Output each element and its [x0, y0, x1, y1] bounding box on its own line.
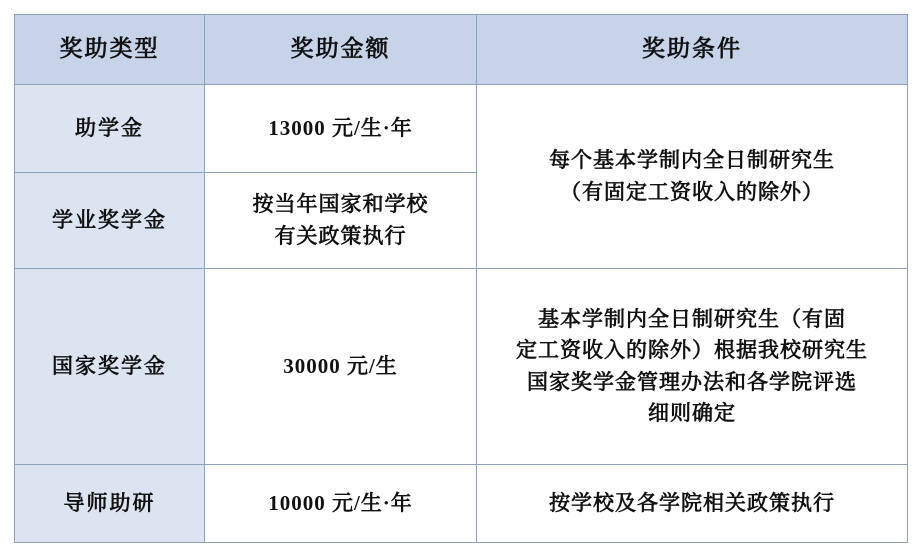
column-header-condition: 奖助条件: [477, 15, 908, 85]
condition-line: 定工资收入的除外）根据我校研究生: [516, 338, 868, 362]
cell-type-advisor-research: 导师助研: [15, 465, 205, 543]
cell-amount-academic-scholarship: [205, 173, 477, 269]
amount-line: 按当年国家和学校: [252, 192, 429, 216]
table-row: [15, 269, 908, 465]
column-header-amount: 奖助金额: [205, 15, 477, 85]
cell-condition-advisor-research: 按学校及各学院相关政策执行: [477, 465, 908, 543]
cell-amount-national-scholarship: 30000 元/生: [205, 269, 477, 465]
cell-type-national-scholarship: 国家奖学金: [15, 269, 205, 465]
cell-type-academic-scholarship: 学业奖学金: [15, 173, 205, 269]
condition-line: 每个基本学制内全日制研究生: [549, 148, 835, 172]
condition-line: 基本学制内全日制研究生（有固: [538, 306, 846, 331]
condition-line: （有固定工资收入的除外）: [560, 179, 824, 204]
cell-condition-stipend-academic: [477, 85, 908, 269]
cell-amount-stipend: 13000 元/生·年: [205, 85, 477, 173]
condition-line: 国家奖学金管理办法和各学院评选: [527, 369, 857, 394]
column-header-type: 奖助类型: [15, 15, 205, 85]
cell-amount-advisor-research: 10000 元/生·年: [205, 465, 477, 543]
scholarship-table: [14, 14, 908, 543]
table-row: [15, 465, 908, 543]
cell-type-stipend: 助学金: [15, 85, 205, 173]
table-row: [15, 85, 908, 173]
cell-condition-national-scholarship: [477, 269, 908, 465]
condition-line: 细则确定: [648, 401, 736, 425]
amount-line: 有关政策执行: [274, 223, 407, 248]
table-header-row: [15, 15, 908, 85]
